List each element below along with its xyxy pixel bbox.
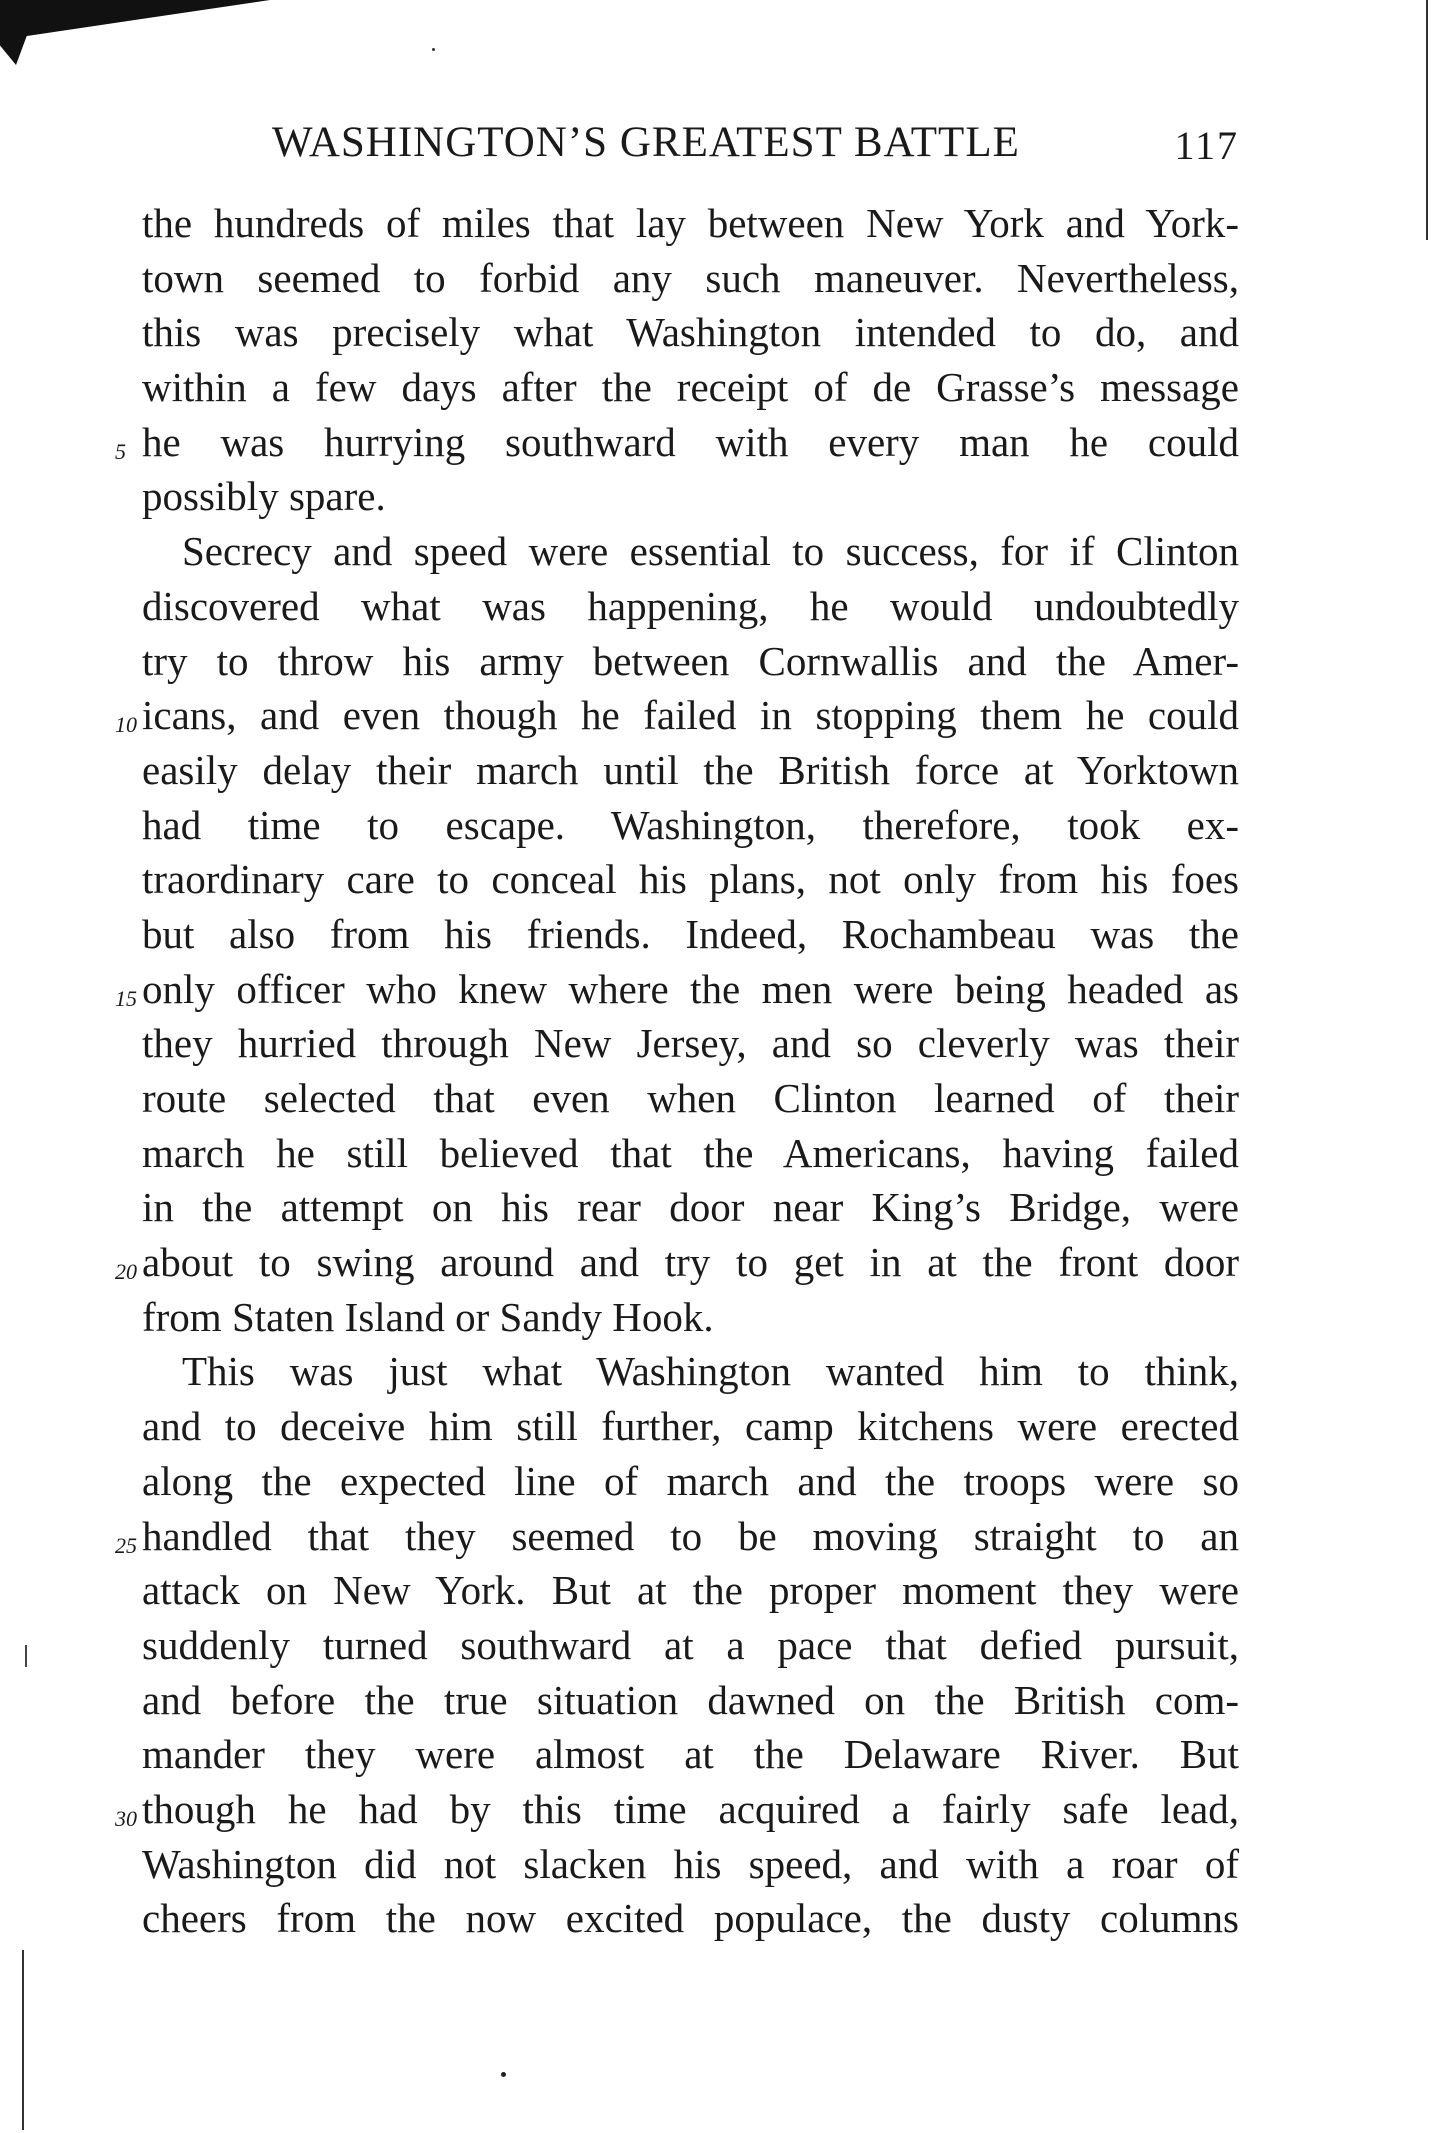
text-line xyxy=(142,1618,1239,1673)
line-number: 30 xyxy=(115,1805,137,1831)
line-text: march he still believed that the Americans, having failed xyxy=(142,1129,1239,1176)
scan-edge-line-left xyxy=(22,1950,24,2130)
text-line xyxy=(115,415,1239,470)
text-line xyxy=(142,579,1239,634)
text-line xyxy=(142,1016,1239,1071)
text-line xyxy=(142,196,1239,251)
line-text: had time to escape. Washington, therefore, took ex- xyxy=(142,801,1239,848)
text-line xyxy=(115,1782,1239,1837)
text-line xyxy=(142,1071,1239,1126)
scan-smudge xyxy=(0,0,270,40)
line-number: 20 xyxy=(115,1259,137,1285)
line-text: they hurried through New Jersey, and so cleverly was their xyxy=(142,1020,1239,1067)
line-text: suddenly turned southward at a pace that defied pursuit, xyxy=(142,1621,1239,1668)
line-text: the hundreds of miles that lay between New York and York- xyxy=(142,200,1239,246)
line-text: handled that they seemed to be moving straight to an xyxy=(142,1512,1239,1559)
text-line xyxy=(142,1563,1239,1618)
line-text: this was precisely what Washington intended to do, and xyxy=(142,309,1239,356)
text-line xyxy=(142,1673,1239,1728)
line-text: cheers from the now excited populace, the dusty columns xyxy=(142,1895,1239,1942)
scan-edge-line xyxy=(1426,0,1428,240)
text-line xyxy=(142,1727,1239,1782)
text-line xyxy=(142,1344,1239,1399)
scan-tick-mark xyxy=(25,1645,27,1667)
line-text: about to swing around and try to get in at the front door xyxy=(142,1239,1239,1286)
page-number: 117 xyxy=(1174,123,1239,168)
text-line xyxy=(142,1180,1239,1235)
text-line xyxy=(142,852,1239,907)
running-title: WASHINGTON’S GREATEST BATTLE xyxy=(272,119,1020,166)
scan-dot xyxy=(432,48,435,51)
text-line xyxy=(142,1290,1239,1345)
line-number: 15 xyxy=(115,985,137,1011)
line-text: but also from his friends. Indeed, Rochambeau was the xyxy=(142,910,1239,957)
line-text: within a few days after the receipt of de Grasse’s message xyxy=(142,364,1239,411)
line-text: try to throw his army between Cornwallis and the Amer- xyxy=(142,637,1239,684)
text-line xyxy=(142,1891,1239,1946)
text-line xyxy=(115,1235,1239,1290)
line-text: Washington did not slacken his speed, and with a roar of xyxy=(142,1840,1239,1887)
text-line xyxy=(115,1509,1239,1564)
line-text: attack on New York. But at the proper moment they were xyxy=(142,1567,1239,1614)
line-text: only officer who knew where the men were being headed as xyxy=(142,965,1239,1012)
line-text: along the expected line of march and the troops were so xyxy=(142,1457,1239,1504)
line-text: and before the true situation dawned on the British com- xyxy=(142,1676,1239,1723)
line-text: route selected that even when Clinton learned of their xyxy=(142,1075,1239,1121)
scan-dot-bottom xyxy=(501,2072,506,2077)
text-line xyxy=(142,634,1239,689)
text-line xyxy=(142,305,1239,360)
line-text: possibly spare. xyxy=(142,473,386,520)
line-number: 5 xyxy=(115,438,126,464)
text-line xyxy=(142,743,1239,798)
line-text: traordinary care to conceal his plans, not only from his foes xyxy=(142,856,1239,903)
line-text: in the attempt on his rear door near King’s Bridge, were xyxy=(142,1184,1239,1231)
text-line xyxy=(142,798,1239,853)
text-line xyxy=(115,688,1239,743)
text-line xyxy=(142,524,1239,579)
text-line xyxy=(142,469,1239,524)
line-text: discovered what was happening, he would undoubtedly xyxy=(142,582,1239,629)
line-text: and to deceive him still further, camp kitchens were erected xyxy=(142,1403,1239,1450)
line-text: town seemed to forbid any such maneuver. Nevertheless, xyxy=(142,254,1239,301)
text-line xyxy=(115,962,1239,1017)
text-line xyxy=(142,360,1239,415)
line-text: easily delay their march until the British force at Yorktown xyxy=(142,746,1239,793)
line-text: This was just what Washington wanted him to think, xyxy=(182,1348,1239,1395)
text-line xyxy=(142,907,1239,962)
text-line xyxy=(142,1399,1239,1454)
running-head xyxy=(272,118,1239,178)
line-text: though he had by this time acquired a fairly safe lead, xyxy=(142,1785,1239,1832)
text-line xyxy=(142,1454,1239,1509)
line-text: icans, and even though he failed in stopping them he could xyxy=(142,692,1239,739)
line-number: 10 xyxy=(115,712,137,738)
text-line xyxy=(142,1837,1239,1892)
line-text: he was hurrying southward with every man he could xyxy=(142,418,1239,465)
line-number: 25 xyxy=(115,1532,137,1558)
line-text: mander they were almost at the Delaware River. But xyxy=(142,1731,1239,1778)
body-text xyxy=(115,196,1239,1946)
text-line xyxy=(142,251,1239,306)
line-text: Secrecy and speed were essential to success, for if Clinton xyxy=(182,528,1239,575)
line-text: from Staten Island or Sandy Hook. xyxy=(142,1293,714,1340)
text-line xyxy=(142,1126,1239,1181)
